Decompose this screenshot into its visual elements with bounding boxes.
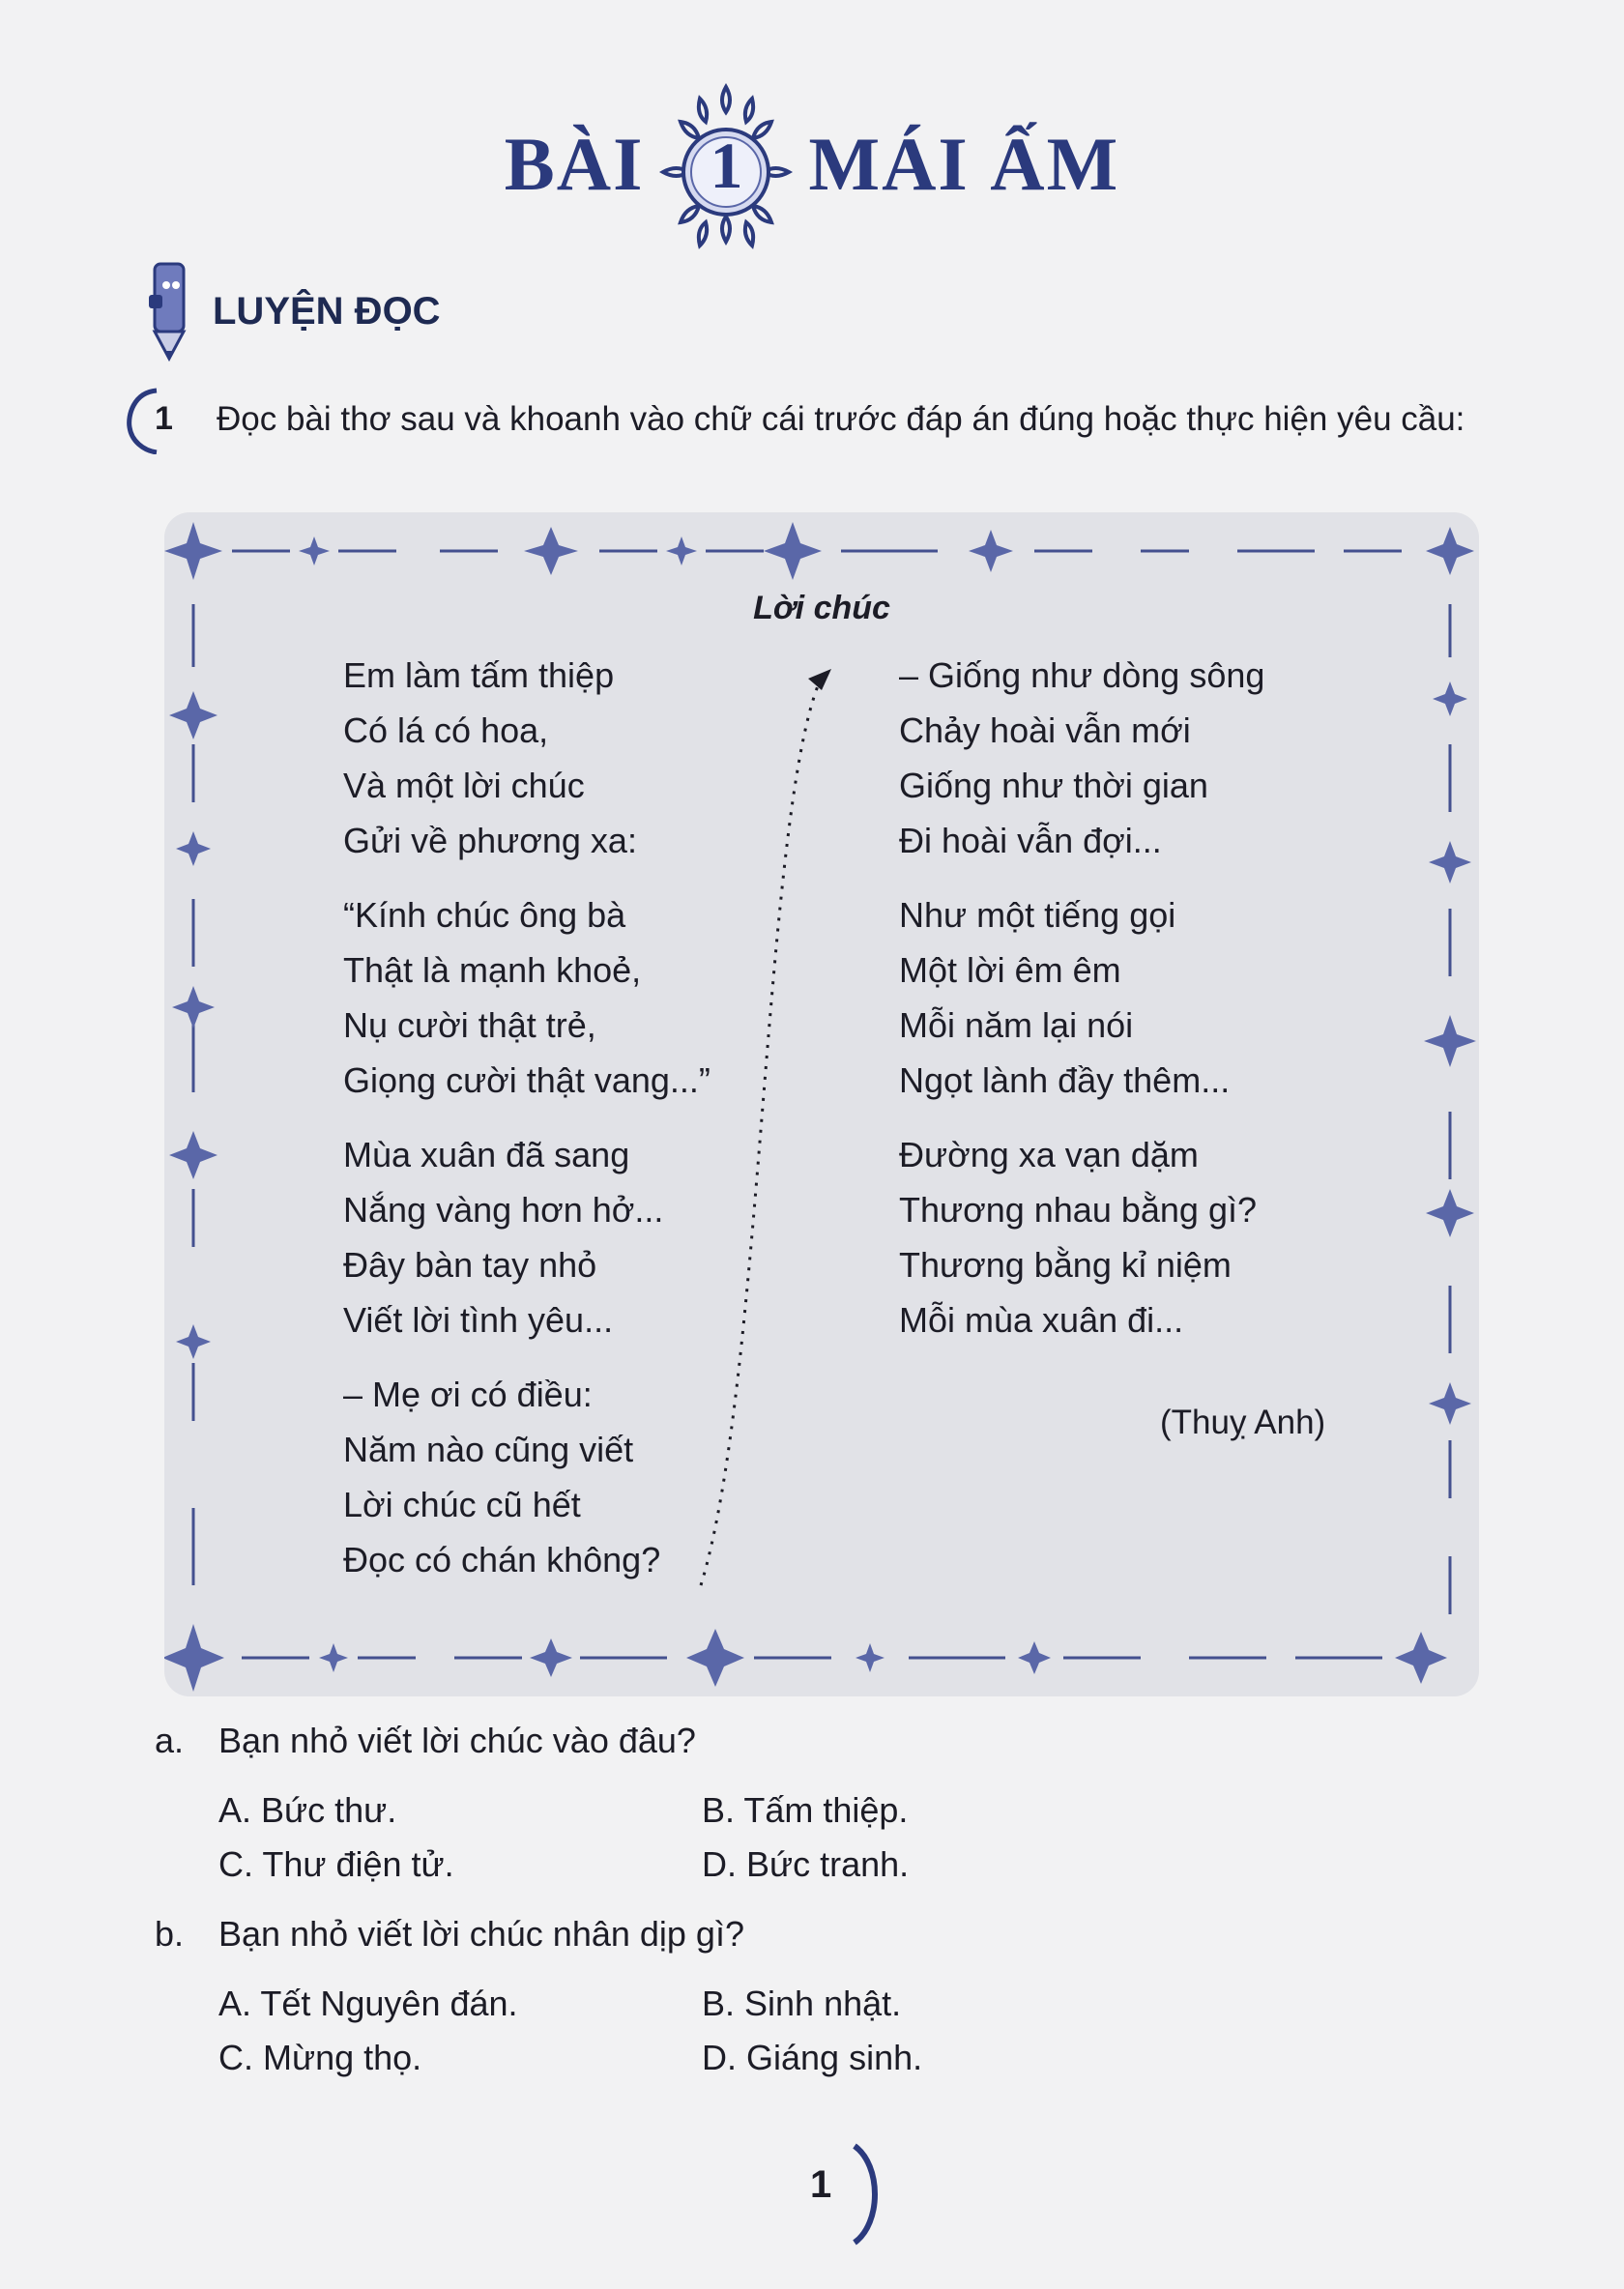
poem-line: Mùa xuân đã sang xyxy=(343,1135,630,1174)
stanza xyxy=(343,1367,710,1587)
section-header xyxy=(145,256,441,367)
poem-line: Năm nào cũng viết xyxy=(343,1430,634,1469)
poem-line: Đây bàn tay nhỏ xyxy=(343,1245,597,1285)
question-number: 1 xyxy=(155,400,173,437)
poem-line: Đường xa vạn dặm xyxy=(899,1135,1199,1174)
poem-frame xyxy=(164,512,1479,1696)
poem-line: Ngọt lành đầy thêm... xyxy=(899,1060,1231,1100)
poem-left-column xyxy=(343,648,710,1607)
poem-line: Đi hoài vẫn đợi... xyxy=(899,821,1162,860)
answer-option-b[interactable]: B. Sinh nhật. xyxy=(702,1984,902,2023)
lesson-name: MÁI ẤM xyxy=(808,122,1120,206)
poem-line: Mỗi mùa xuân đi... xyxy=(899,1300,1184,1340)
poem-line: Thương nhau bằng gì? xyxy=(899,1190,1257,1230)
question-number-badge xyxy=(124,387,182,454)
sub-question-label: a. xyxy=(155,1721,185,1760)
stanza xyxy=(899,1127,1264,1347)
poem-line: – Mẹ ơi có điều: xyxy=(343,1375,593,1414)
page-number-text: 1 xyxy=(810,2163,832,2206)
answer-option-c[interactable]: C. Thư điện tử. xyxy=(218,1844,454,1884)
poem-line: Nắng vàng hơn hở... xyxy=(343,1190,664,1230)
answer-option-a[interactable]: A. Bức thư. xyxy=(218,1790,397,1830)
lesson-number: 1 xyxy=(710,129,743,202)
poem-line: Mỗi năm lại nói xyxy=(899,1005,1134,1045)
lesson-word: BÀI xyxy=(504,122,645,206)
poem-line: Em làm tấm thiệp xyxy=(343,655,615,695)
poem-line: Như một tiếng gọi xyxy=(899,895,1176,935)
poem-line: Gửi về phương xa: xyxy=(343,821,637,860)
stanza xyxy=(899,648,1264,868)
poem-line: Viết lời tình yêu... xyxy=(343,1300,614,1340)
poem-title: Lời chúc xyxy=(753,590,890,626)
poem-line: – Giống như dòng sông xyxy=(899,655,1265,695)
answer-option-c[interactable]: C. Mừng thọ. xyxy=(218,2038,422,2077)
poem-right-column xyxy=(899,648,1264,1367)
answer-option-d[interactable]: D. Giáng sinh. xyxy=(702,2038,923,2077)
poem-line: Và một lời chúc xyxy=(343,766,585,805)
poem-author: (Thuỵ Anh) xyxy=(1160,1404,1326,1441)
stanza xyxy=(343,648,710,868)
poem-line: Thương bằng kỉ niệm xyxy=(899,1245,1232,1285)
sub-question-text: Bạn nhỏ viết lời chúc vào đâu? xyxy=(218,1721,696,1760)
page-number xyxy=(773,2136,889,2252)
poem-line: Giống như thời gian xyxy=(899,766,1208,805)
poem-line: Thật là mạnh khoẻ, xyxy=(343,950,642,990)
sub-question-label: b. xyxy=(155,1914,185,1954)
question-instruction: Đọc bài thơ sau và khoanh vào chữ cái trước đáp án đúng hoặc thực hiện yêu cầu: xyxy=(217,400,1465,438)
section-title: LUYỆN ĐỌC xyxy=(213,290,441,333)
lesson-title xyxy=(0,68,1624,261)
stanza xyxy=(343,1127,710,1347)
poem-line: Lời chúc cũ hết xyxy=(343,1485,581,1524)
sun-icon xyxy=(653,77,798,251)
poem-line: Chảy hoài vẫn mới xyxy=(899,710,1191,750)
stanza xyxy=(343,887,710,1108)
sub-question-text: Bạn nhỏ viết lời chúc nhân dịp gì? xyxy=(218,1914,744,1954)
answer-option-d[interactable]: D. Bức tranh. xyxy=(702,1844,910,1884)
pencil-icon xyxy=(145,256,195,367)
poem-line: Đọc có chán không? xyxy=(343,1540,661,1579)
poem-line: Một lời êm êm xyxy=(899,950,1121,990)
poem-line: Có lá có hoa, xyxy=(343,710,549,750)
poem-line: Nụ cười thật trẻ, xyxy=(343,1005,596,1045)
poem-line: Giọng cười thật vang...” xyxy=(343,1060,710,1100)
answer-option-a[interactable]: A. Tết Nguyên đán. xyxy=(218,1984,518,2023)
answer-option-b[interactable]: B. Tấm thiệp. xyxy=(702,1790,909,1830)
poem-line: “Kính chúc ông bà xyxy=(343,895,626,935)
stanza xyxy=(899,887,1264,1108)
